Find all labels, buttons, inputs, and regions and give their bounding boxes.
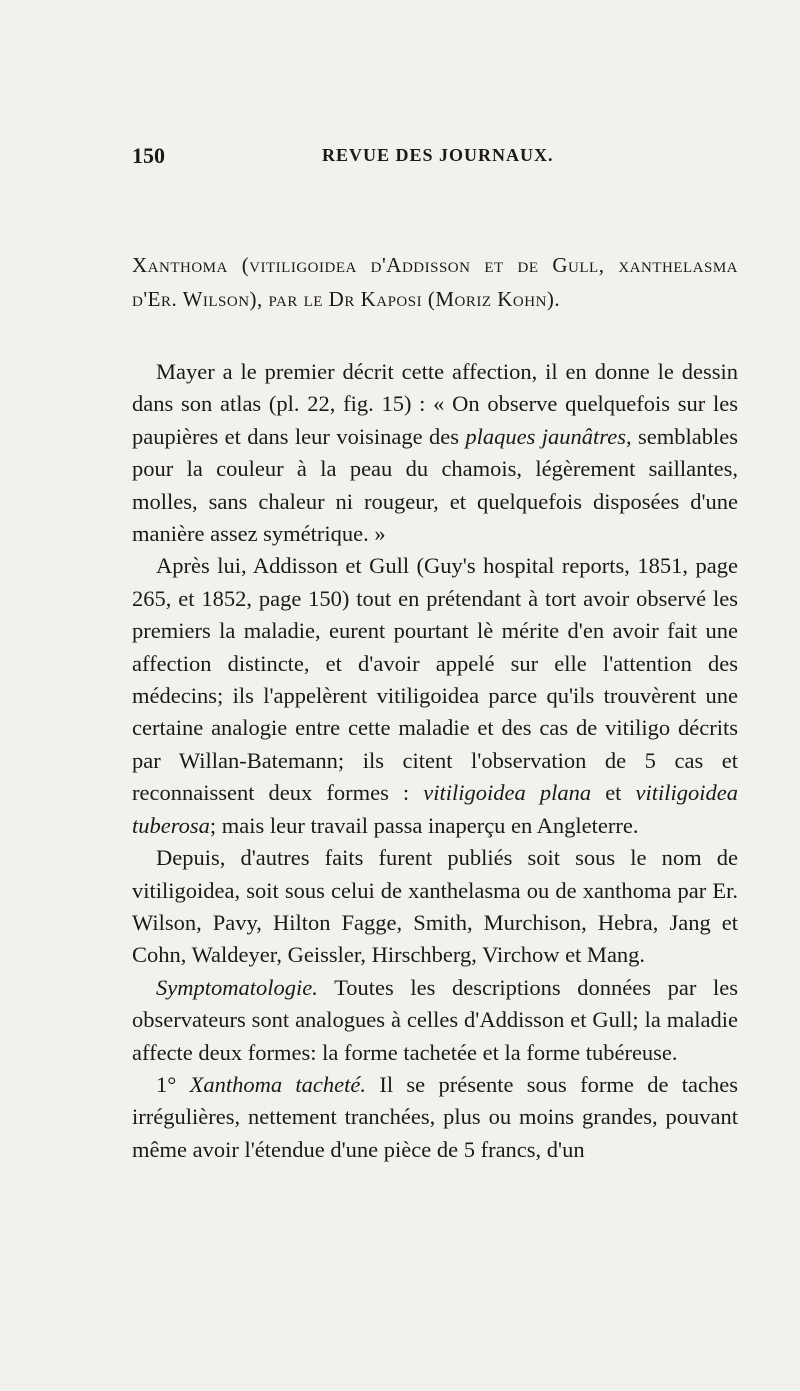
paragraph-depuis: Depuis, d'autres faits furent publiés soit sous le nom de vitiligoidea, soit sous celui de xanthelasma ou de xanthoma par Er. Wilson, Pavy, Hilton Fagge, Smith, Murchison, Hebra, Jang et Cohn, Waldeyer, Geissler, Hirschberg, Virchow et Mang. [132, 845, 738, 968]
emphasis-text: vitiligoidea tuberosa [132, 780, 739, 838]
running-head [132, 143, 738, 173]
subsection-heading: Xanthoma tacheté. [189, 1071, 367, 1097]
emphasis-text: plaques jaunâtres [465, 423, 626, 449]
paragraph-text: ; mais leur travail passa inaperçu en Angleterre. [209, 812, 639, 838]
page-number: 150 [132, 143, 165, 168]
running-title: REVUE DES JOURNAUX. [322, 145, 554, 165]
paragraph-text: , semblables pour la couleur à la peau du chamois, légèrement saillantes, molles, sans chaleur ni rougeur, et quelquefois disposées d'une manière assez symétrique. » [132, 423, 738, 547]
paragraph-symptomatologie [132, 972, 738, 1069]
section-heading: Symptomatologie. [156, 974, 318, 1000]
body-text [132, 248, 738, 1166]
paragraph-text: Après lui, Addisson et Gull (Guy's hospital reports, 1851, page 265, et 1852, page 150) tout en prétendant à tort avoir observé les premiers la maladie, eurent pourtant lè mérite d'en avoir fait une affection distincte, et d'avoir appelé sur elle l'attention des médecins; ils l'appelèrent vitiligoidea parce qu'ils trouvèrent une certaine analogie entre cette maladie et des cas de vitiligo décrits par Willan-Batemann; ils citent l'observation de 5 cas et reconnaissent deux formes : [132, 553, 738, 806]
paragraph-text: Il se présente sous forme de taches irrégulières, nettement tranchées, plus ou moins grandes, pouvant même avoir l'étendue d'une pièce de 5 francs, d'un [132, 1071, 738, 1162]
paragraph-text: Toutes les descriptions données par les observateurs sont analogues à celles d'Addisson et Gull; la maladie affecte deux formes: la forme tachetée et la forme tubéreuse. [132, 974, 738, 1065]
paragraph-text: et [591, 780, 636, 806]
paragraph-xanthoma-tachete [132, 1069, 738, 1166]
paragraph-mayer [132, 356, 738, 550]
paragraph-addisson-gull [132, 550, 738, 842]
emphasis-text: vitiligoidea plana [423, 780, 592, 806]
list-number: 1° [156, 1071, 190, 1097]
article-title: Xanthoma (vitiligoidea d'Addisson et de Gull, xanthelasma d'Er. Wilson), par le Dr Kaposi (Moriz Kohn). [132, 253, 738, 311]
paragraph-text: Mayer a le premier décrit cette affection, il en donne le dessin dans son atlas (pl. 22, fig. 15) : « On observe quelquefois sur les paupières et dans leur voisinage des [132, 359, 738, 449]
